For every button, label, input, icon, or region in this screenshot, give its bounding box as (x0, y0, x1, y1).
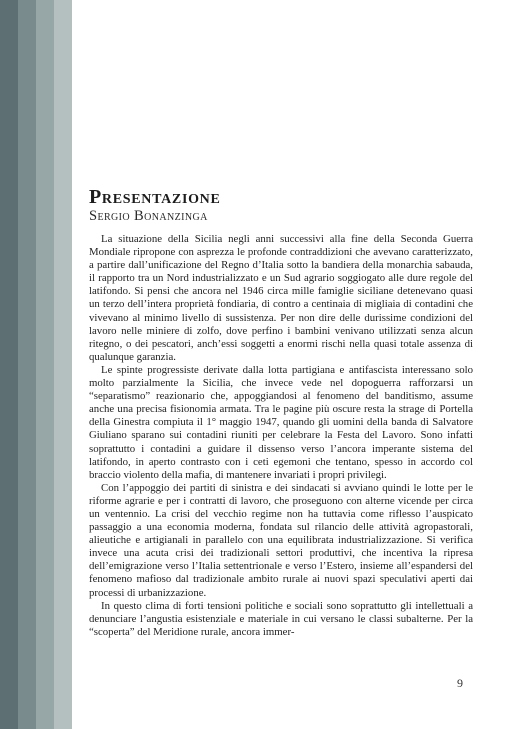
body-text (89, 233, 473, 639)
paragraph-4: In questo clima di forti tensioni politiche e sociali sono soprattutto gli intellettuali a denunciare l’angustia esistenziale e materiale in cui versano le classi subalterne. Per la “scoperta” del Meridione rurale, ancora immer- (89, 599, 473, 638)
page-content (89, 186, 473, 639)
stripe-medium-light (36, 0, 54, 729)
author-name: Sergio Bonanzinga (89, 208, 208, 224)
stripe-dark (0, 0, 18, 729)
page-number: 9 (457, 676, 463, 690)
paragraph-2: Le spinte progressiste derivate dalla lotta partigiana e antifascista interessano solo molto parzialmente la Sicilia, che invece vede nel dopoguerra rafforzarsi un “separatismo” reazionario che, appoggiandosi al fenomeno del banditismo, assume anche una precisa fisionomia armata. Tra le pagine più oscure resta la strage di Portella della Ginestra compiuta il 1° maggio 1947, quando gli uomini della banda di Salvatore Giuliano sparano sui contadini riuniti per celebrare la Festa del Lavoro. Sono infatti soprattutto i contadini a guidare il dissenso verso l’ancora imperante sistema del latifondo, in aperto contrasto con i ceti egemoni che tentano, spesso in accordo col braccio violento della mafia, di mantenere invariati i propri privilegi. (89, 363, 473, 481)
decorative-side-stripes (0, 0, 72, 729)
section-title: Presentazione (89, 186, 221, 208)
paragraph-1: La situazione della Sicilia negli anni successivi alla fine della Seconda Guerra Mondiale ripropone con asprezza le profonde contraddizioni che avevano caratterizzato, a partire dall’unificazione del Regno d’Italia sotto la bandiera della monarchia sabauda, il rapporto tra un Nord industrializzato e un Sud agrario soggiogato alle dure regole del latifondo. Si pensi che ancora nel 1946 circa mille famiglie siciliane detenevano quasi un terzo dell’intera proprietà fondiaria, di contro a centinaia di migliaia di contadini che vivevano al minimo livello di sussistenza. Per non dire delle durissime condizioni del lavoro nelle miniere di zolfo, dove perfino i bambini venivano utilizzati senza alcun ritegno, o dei pescatori, anch’essi soggetti a enormi rischi nella quasi totale assenza di qualunque garanzia. (89, 233, 473, 363)
paragraph-3: Con l’appoggio dei partiti di sinistra e dei sindacati si avviano quindi le lotte per le riforme agrarie e per i contratti di lavoro, che proseguono con alterne vicende per circa un ventennio. La crisi del vecchio regime non ha tuttavia come riflesso l’auspicato passaggio a una economia moderna, fondata sul rilancio delle attività agropastorali, alieutiche e artigianali in parallelo con una equilibrata industrializzazione. Si verifica invece una acuta crisi dei tradizionali settori produttivi, che incentiva la ripresa dell’emigrazione verso l’Italia settentrionale e verso l’Estero, insieme all’espandersi del fenomeno mafioso dal tradizionale ambito rurale ai nuovi spazi speculativi aperti dai processi di urbanizzazione. (89, 481, 473, 599)
stripe-light (54, 0, 72, 729)
stripe-medium-dark (18, 0, 36, 729)
